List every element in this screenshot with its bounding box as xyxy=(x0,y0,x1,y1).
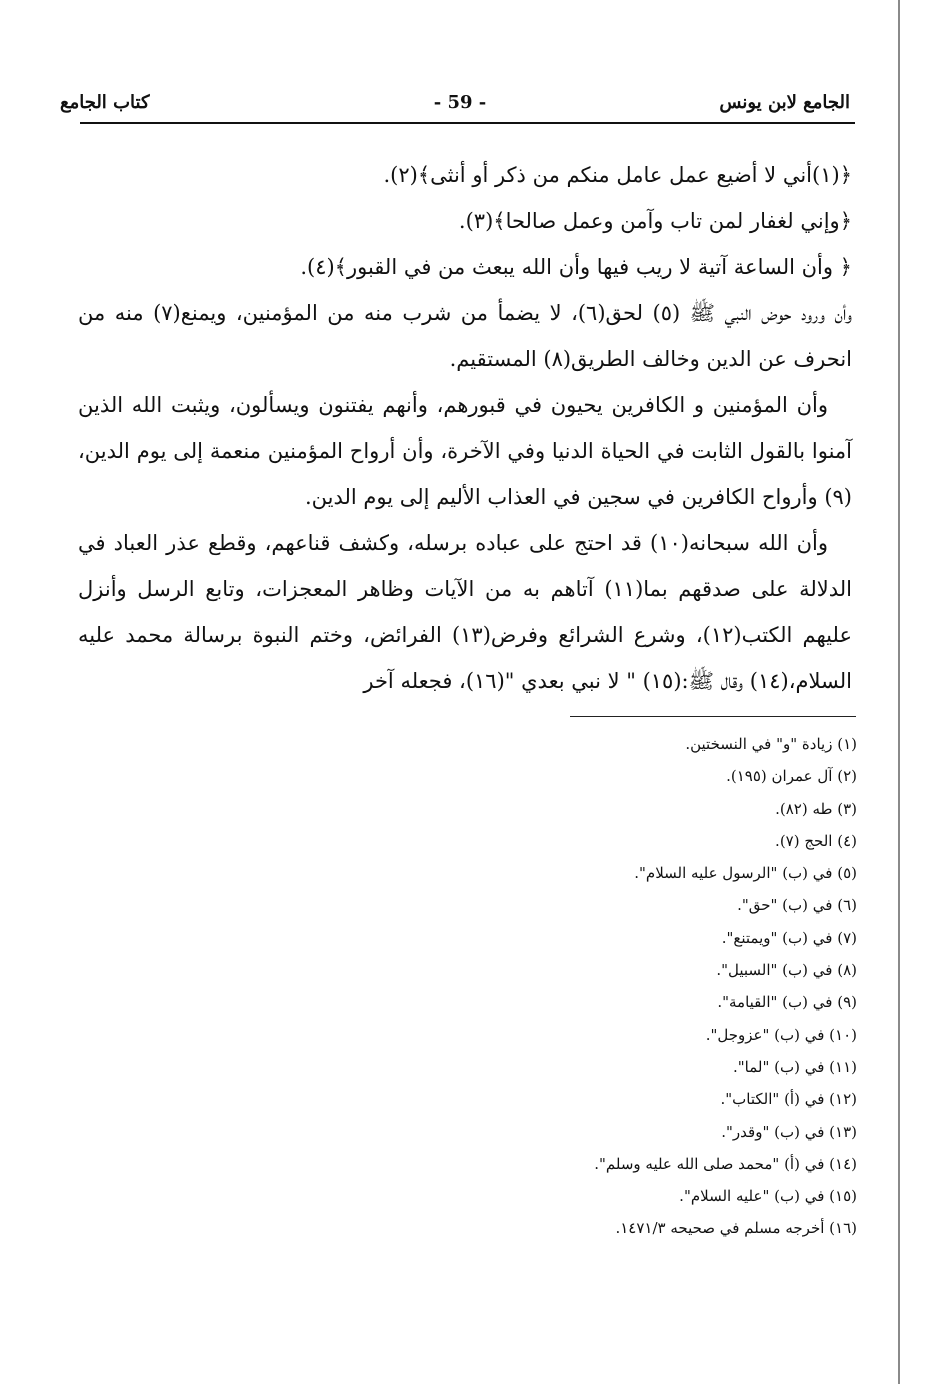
header-rule xyxy=(80,122,855,124)
footnote: (١٣) في (ب) "وقدر". xyxy=(721,1122,857,1141)
footnote-separator xyxy=(570,716,856,717)
footnotes xyxy=(420,728,857,1245)
footnote: (١٤) في (أ) "محمد صلى الله عليه وسلم". xyxy=(594,1154,857,1173)
footnote: (١٦) أخرجه مسلم في صحيحه ١٤٧١/٣. xyxy=(615,1219,857,1238)
footnote: (١٢) في (أ) "الكتاب". xyxy=(720,1090,857,1109)
main-text xyxy=(78,152,852,704)
verse-line: ﴿وإني لغفار لمن تاب وآمن وعمل صالحا﴾(٣). xyxy=(458,209,852,233)
page-edge-line xyxy=(898,0,900,1384)
footnote: (٩) في (ب) "القيامة". xyxy=(717,993,857,1012)
verse-line: ﴿ وأن الساعة آتية لا ريب فيها وأن الله يبعث من في القبور﴾(٤). xyxy=(300,255,852,279)
footnote: (٧) في (ب) "ويمتنع". xyxy=(721,928,857,947)
footnote: (١١) في (ب) "لما". xyxy=(732,1057,857,1076)
footnote: (١) زيادة "و" في النسختين. xyxy=(685,735,857,753)
running-header-book-title: الجامع لابن يونس xyxy=(719,92,850,113)
footnote: (١٥) في (ب) "عليه السلام". xyxy=(679,1187,857,1206)
footnote: (٣) طه (٨٢). xyxy=(775,799,857,818)
footnote: (٢) آل عمران (١٩٥). xyxy=(726,767,857,786)
footnote: (٥) في (ب) "الرسول عليه السلام". xyxy=(634,864,857,883)
footnote: (١٠) في (ب) "عزوجل". xyxy=(705,1025,857,1044)
paragraph: وأن الله سبحانه(١٠) قد احتج على عباده برسله، وكشف قناعهم، وقطع عذر العباد في الدلالة على صدقهم بما(١١) آتاهم به من الآيات وظاهر المعجزات، وتابع الرسل وأنزل عليهم الكتب(١٢)، وشرع الشرائع وفرض(١٣) الفرائض، وختم النبوة برسالة محمد عليه السلام،(١٤) وقال ﷺ:(١٥) " لا نبي بعدي "(١٦)، فجعله آخر xyxy=(78,531,852,693)
page-number: - 59 - xyxy=(433,92,487,113)
verse-line: ﴿(١)أني لا أضيع عمل عامل منكم من ذكر أو أنثى﴾(٢). xyxy=(383,163,852,187)
paragraph: وأن ورود حوض النبي ﷺ (٥) لحق(٦)، لا يضمأ من شرب منه من المؤمنين، ويمنع(٧) منه من انحرف عن الدين وخالف الطريق(٨) المستقيم. xyxy=(78,301,853,371)
paragraph: وأن المؤمنين و الكافرين يحيون في قبورهم، وأنهم يفتنون ويسألون، ويثبت الله الذين آمنوا بالقول الثابت في الحياة الدنيا وفي الآخرة، وأن أرواح المؤمنين منعمة إلى يوم الدين،(٩) وأرواح الكافرين في سجين في العذاب الأليم إلى يوم الدين. xyxy=(78,393,852,509)
footnote: (٨) في (ب) "السبيل". xyxy=(716,961,857,980)
running-header-chapter: كتاب الجامع xyxy=(60,92,150,113)
footnote: (٦) في (ب) "حق". xyxy=(737,896,857,915)
footnote: (٤) الحج (٧). xyxy=(775,831,857,850)
